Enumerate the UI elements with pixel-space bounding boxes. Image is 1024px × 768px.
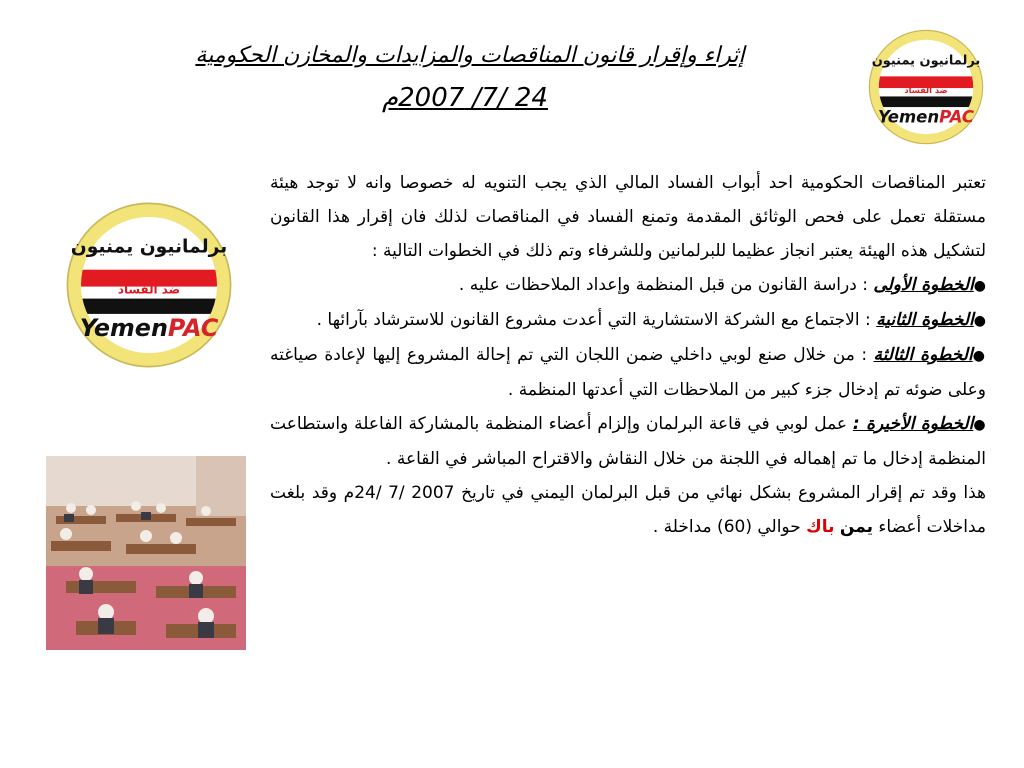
conclusion-paragraph — [270, 476, 986, 544]
brand-yemen: يمن — [839, 517, 873, 537]
intro-paragraph: تعتبر المناقصات الحكومية احد أبواب الفساد المالي الذي يجب التنويه له خصوصا وانه لا توجد هيئة مستقلة تعمل على فحص الوثائق المقدمة وتمنع الفساد في المناقصات لذلك فان إقرار هذا القانون لتشكيل هذه الهيئة يعتبر انجاز عظيما للبرلمانين وللشرفاء وتم ذلك في الخطوات التالية : — [270, 173, 986, 261]
logo-brand — [80, 314, 219, 342]
step-3 — [270, 338, 986, 407]
step-2-text: الاجتماع مع الشركة الاستشارية التي أعدت مشروع القانون للاسترشاد بآرائها . — [316, 310, 860, 330]
logo-arabic-top: برلمانيون يمنيون — [70, 236, 228, 258]
yemenpac-logo-top — [866, 28, 986, 146]
body-text — [270, 166, 986, 544]
parliament-photo — [46, 456, 246, 650]
step-2-name: الخطوة الثانية — [876, 310, 974, 330]
flag-black-stripe — [867, 96, 985, 107]
step-4-text: عمل لوبي في قاعة البرلمان وإلزام أعضاء المنظمة بالمشاركة الفاعلة واستطاعت المنظمة إدخال ما تم إهماله في اللجنة من خلال النقاش والاقتراح المباشر في القاعة . — [270, 414, 986, 469]
step-3-sep: : — [854, 345, 874, 365]
logo-brand-prefix: Yemen — [877, 107, 940, 127]
step-3-name: الخطوة الثالثة — [873, 345, 973, 365]
logo-brand-suffix: PAC — [939, 107, 975, 127]
page-date: 24 /7/ 2007م — [382, 83, 548, 113]
step-2 — [270, 303, 986, 338]
step-2-sep: : — [859, 310, 877, 330]
bullet: ● — [972, 348, 986, 364]
conclusion-part-3: حوالي (60) مداخلة . — [652, 517, 807, 537]
step-1-text: دراسة القانون من قبل المنظمة وإعداد الملاحظات عليه . — [458, 275, 857, 295]
step-1 — [270, 268, 986, 303]
logo-brand-suffix: PAC — [167, 314, 219, 342]
logo-brand — [878, 107, 974, 126]
bullet: ● — [973, 417, 987, 433]
step-4 — [270, 407, 986, 476]
logo-arabic-band: ضد الفساد — [904, 84, 948, 95]
conclusion-date: 24/ 7/ 2007 — [354, 483, 455, 503]
logo-arabic-band: ضد الفساد — [117, 282, 181, 297]
brand-pac: باك — [806, 517, 835, 537]
yemenpac-logo-large — [60, 200, 238, 370]
step-1-sep: : — [856, 275, 874, 295]
step-3-text: من خلال صنع لوبي داخلي ضمن اللجان التي تم إحالة المشروع إليها لإعادة صياغته وعلى ضوئه تم إدخال جزء كبير من الملاحظات التي أعدتها المنظمة . — [270, 345, 986, 400]
conclusion-part-1: هذا وقد تم إقرار المشروع بشكل نهائي من قبل البرلمان اليمني في تاريخ — [454, 483, 986, 503]
step-1-name: الخطوة الأولى — [873, 275, 974, 295]
conclusion-part-2: م وقد بلغت مداخلات أعضاء — [270, 483, 986, 537]
bullet: ● — [973, 278, 986, 294]
flag-black-stripe — [64, 299, 234, 314]
page-title: إثراء وإقرار قانون المناقصات والمزايدات والمخازن الحكومية — [195, 43, 745, 68]
logo-arabic-top: برلمانيون يمنيون — [871, 53, 981, 69]
bullet: ● — [973, 313, 986, 329]
logo-brand-prefix: Yemen — [79, 314, 168, 342]
step-4-name: الخطوة الأخيرة : — [852, 414, 974, 434]
